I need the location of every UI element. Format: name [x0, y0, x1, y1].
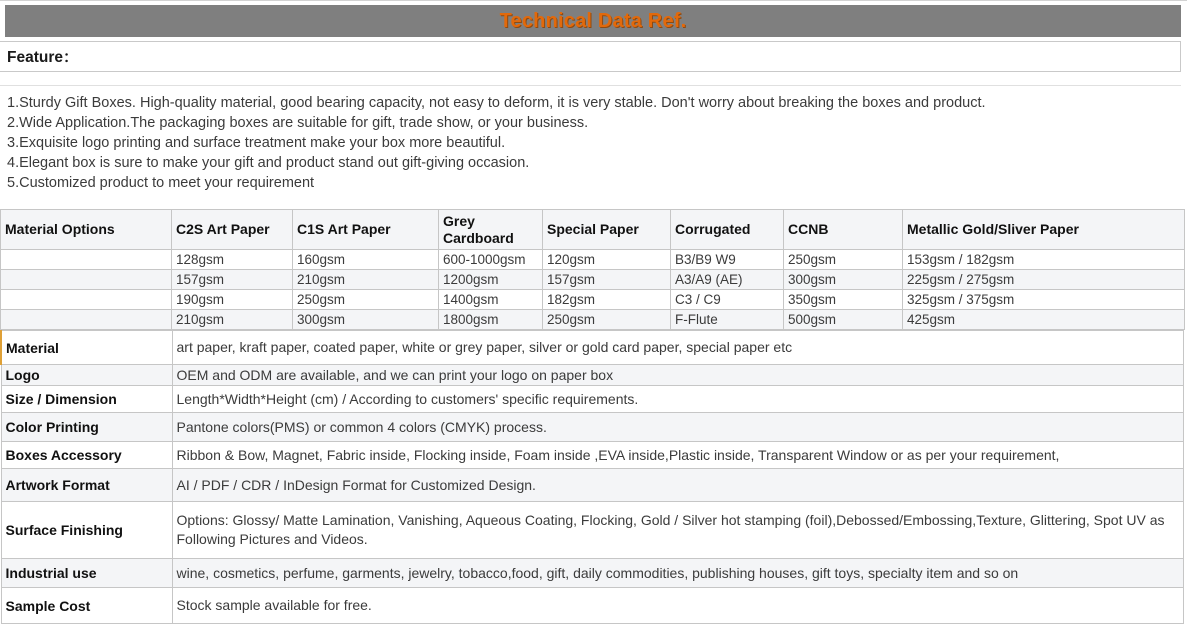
spec-cell: 157gsm	[543, 270, 671, 290]
detail-label-sample-cost: Sample Cost	[1, 588, 172, 624]
spec-cell: 120gsm	[543, 250, 671, 270]
spec-cell: 1800gsm	[439, 310, 543, 330]
spec-cell: 250gsm	[543, 310, 671, 330]
spec-cell: F-Flute	[671, 310, 784, 330]
detail-label-material: Material	[1, 331, 172, 365]
spec-cell: 157gsm	[172, 270, 293, 290]
spec-cell	[1, 290, 172, 310]
detail-value-material: art paper, kraft paper, coated paper, white or grey paper, silver or gold card paper, special paper etc	[172, 331, 1184, 365]
spec-cell: A3/A9 (AE)	[671, 270, 784, 290]
spec-cell: 153gsm / 182gsm	[903, 250, 1185, 270]
feature-item-1: 1.Sturdy Gift Boxes. High-quality material, good bearing capacity, not easy to deform, it is very stable. Don't worry about breaking the boxes and product.	[7, 95, 986, 111]
column-header-ccnb: CCNB	[784, 210, 903, 250]
column-header-c2s-art-paper: C2S Art Paper	[172, 210, 293, 250]
spec-cell: 300gsm	[293, 310, 439, 330]
detail-value-color-printing: Pantone colors(PMS) or common 4 colors (CMYK) process.	[172, 413, 1184, 442]
spec-row-2	[1, 270, 1185, 290]
feature-item-5: 5.Customized product to meet your requirement	[7, 175, 315, 191]
column-header-metallic-paper: Metallic Gold/Sliver Paper	[903, 210, 1185, 250]
detail-value-sample-cost: Stock sample available for free.	[172, 588, 1184, 624]
spec-cell	[1, 310, 172, 330]
detail-row-material	[1, 331, 1184, 365]
detail-row-sample-cost	[1, 588, 1184, 624]
detail-value-size-dimension: Length*Width*Height (cm) / According to customers' specific requirements.	[172, 386, 1184, 413]
detail-table	[0, 330, 1184, 624]
detail-label-color-printing: Color Printing	[1, 413, 172, 442]
spec-cell: 210gsm	[293, 270, 439, 290]
detail-label-size-dimension: Size / Dimension	[1, 386, 172, 413]
column-header-special-paper: Special Paper	[543, 210, 671, 250]
detail-row-industrial-use	[1, 559, 1184, 588]
spec-cell: 1400gsm	[439, 290, 543, 310]
title-bar	[5, 5, 1181, 37]
detail-row-size-dimension	[1, 386, 1184, 413]
column-header-corrugated: Corrugated	[671, 210, 784, 250]
spec-row-4	[1, 310, 1185, 330]
spec-cell: 128gsm	[172, 250, 293, 270]
feature-item-2: 2.Wide Application.The packaging boxes are suitable for gift, trade show, or your business.	[7, 115, 589, 131]
material-options-table	[0, 209, 1185, 330]
detail-value-surface-finishing: Options: Glossy/ Matte Lamination, Vanishing, Aqueous Coating, Flocking, Gold / Silver hot stamping (foil),Debossed/Embossing,Texture, Glittering, Spot UV as Following Pictures and Videos.	[172, 502, 1184, 559]
detail-value-boxes-accessory: Ribbon & Bow, Magnet, Fabric inside, Flocking inside, Foam inside ,EVA inside,Plastic inside, Transparent Window or as per your requirement,	[172, 442, 1184, 469]
spec-row-1	[1, 250, 1185, 270]
spec-cell: 225gsm / 275gsm	[903, 270, 1185, 290]
detail-row-boxes-accessory	[1, 442, 1184, 469]
column-header-c1s-art-paper: C1S Art Paper	[293, 210, 439, 250]
spec-cell: C3 / C9	[671, 290, 784, 310]
detail-label-logo: Logo	[1, 365, 172, 386]
spec-cell: 600-1000gsm	[439, 250, 543, 270]
spec-cell	[1, 270, 172, 290]
spec-cell: B3/B9 W9	[671, 250, 784, 270]
spec-cell: 350gsm	[784, 290, 903, 310]
spec-cell: 182gsm	[543, 290, 671, 310]
spec-cell: 425gsm	[903, 310, 1185, 330]
feature-item-3: 3.Exquisite logo printing and surface treatment make your box more beautiful.	[7, 135, 506, 151]
feature-heading: Feature：	[7, 49, 79, 66]
column-header-material-options: Material Options	[1, 210, 172, 250]
detail-row-color-printing	[1, 413, 1184, 442]
detail-row-artwork-format	[1, 469, 1184, 502]
detail-label-artwork-format: Artwork Format	[1, 469, 172, 502]
spec-cell: 325gsm / 375gsm	[903, 290, 1185, 310]
detail-value-artwork-format: AI / PDF / CDR / InDesign Format for Customized Design.	[172, 469, 1184, 502]
spec-cell: 250gsm	[293, 290, 439, 310]
detail-value-logo: OEM and ODM are available, and we can print your logo on paper box	[172, 365, 1184, 386]
detail-label-surface-finishing: Surface Finishing	[1, 502, 172, 559]
detail-row-surface-finishing	[1, 502, 1184, 559]
spec-cell: 1200gsm	[439, 270, 543, 290]
feature-list	[0, 85, 1181, 193]
spec-header-row	[1, 210, 1185, 250]
spec-cell	[1, 250, 172, 270]
spec-row-3	[1, 290, 1185, 310]
detail-label-boxes-accessory: Boxes Accessory	[1, 442, 172, 469]
spec-cell: 210gsm	[172, 310, 293, 330]
spec-cell: 300gsm	[784, 270, 903, 290]
detail-label-industrial-use: Industrial use	[1, 559, 172, 588]
spec-cell: 250gsm	[784, 250, 903, 270]
feature-heading-row	[0, 41, 1181, 72]
feature-item-4: 4.Elegant box is sure to make your gift and product stand out gift-giving occasion.	[7, 155, 530, 171]
column-header-grey-cardboard: Grey Cardboard	[439, 210, 543, 250]
spec-cell: 190gsm	[172, 290, 293, 310]
page-title: Technical Data Ref.	[499, 10, 687, 32]
detail-value-industrial-use: wine, cosmetics, perfume, garments, jewelry, tobacco,food, gift, daily commodities, publishing houses, gift toys, specialty item and so on	[172, 559, 1184, 588]
spec-cell: 500gsm	[784, 310, 903, 330]
detail-row-logo	[1, 365, 1184, 386]
spec-cell: 160gsm	[293, 250, 439, 270]
